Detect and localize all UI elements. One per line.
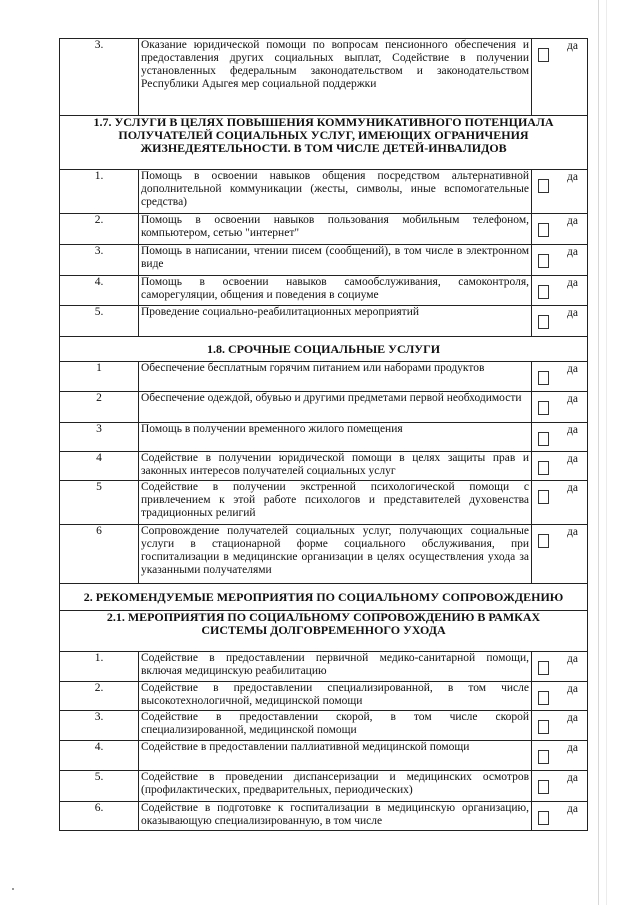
service-text: Содействие в получении экстренной психологической помощи с привлечением к этой работе психологов и представителей духовенства традиционных религий — [139, 481, 532, 525]
service-text: Помощь в получении временного жилого помещения — [139, 423, 532, 452]
answer-label: да — [567, 215, 578, 227]
answer-cell — [532, 711, 588, 741]
checkbox[interactable] — [538, 661, 549, 675]
section-title: 2.1. МЕРОПРИЯТИЯ ПО СОЦИАЛЬНОМУ СОПРОВОЖДЕНИЮ В РАМКАХ СИСТЕМЫ ДОЛГОВРЕМЕННОГО УХОДА — [60, 611, 588, 652]
section-title: 1.7. УСЛУГИ В ЦЕЛЯХ ПОВЫШЕНИЯ КОММУНИКАТИВНОГО ПОТЕНЦИАЛА ПОЛУЧАТЕЛЕЙ СОЦИАЛЬНЫХ УСЛУГ, ИМЕЮЩИХ ОГРАНИЧЕНИЯ ЖИЗНЕДЕЯТЕЛЬНОСТИ. В ТОМ ЧИСЛЕ ДЕТЕЙ-ИНВАЛИДОВ — [60, 116, 588, 170]
answer-label: да — [567, 171, 578, 183]
checkbox[interactable] — [538, 490, 549, 504]
table-row — [60, 170, 588, 214]
checkbox[interactable] — [538, 179, 549, 193]
table-row — [60, 276, 588, 306]
table-row — [60, 525, 588, 584]
checkbox[interactable] — [538, 691, 549, 705]
answer-cell — [532, 452, 588, 481]
table-row — [60, 245, 588, 276]
answer-label: да — [567, 683, 578, 695]
table-row — [60, 652, 588, 682]
table-row — [60, 771, 588, 802]
table-row — [60, 452, 588, 481]
section-title: 1.8. СРОЧНЫЕ СОЦИАЛЬНЫЕ УСЛУГИ — [60, 337, 588, 362]
answer-cell — [532, 170, 588, 214]
answer-cell — [532, 214, 588, 245]
answer-cell — [532, 276, 588, 306]
checkbox[interactable] — [538, 315, 549, 329]
service-text: Помощь в освоении навыков самообслуживания, самоконтроля, саморегуляции, общения и поведения в социуме — [139, 276, 532, 306]
answer-label: да — [567, 453, 578, 465]
table-row — [60, 741, 588, 771]
checkbox[interactable] — [538, 461, 549, 475]
table-row — [60, 481, 588, 525]
answer-label: да — [567, 277, 578, 289]
table-row — [60, 802, 588, 831]
answer-label: да — [567, 482, 578, 494]
row-number: 2. — [60, 214, 139, 245]
row-number: 3. — [60, 39, 139, 116]
checkbox[interactable] — [538, 432, 549, 446]
row-number: 3. — [60, 711, 139, 741]
service-text: Помощь в освоении навыков общения посредством альтернативной дополнительной коммуникации (жесты, символы, иные вспомогательные средства) — [139, 170, 532, 214]
service-text: Проведение социально-реабилитационных мероприятий — [139, 306, 532, 337]
checkbox[interactable] — [538, 811, 549, 825]
row-number: 3. — [60, 245, 139, 276]
answer-cell — [532, 39, 588, 116]
row-number: 5. — [60, 306, 139, 337]
checkbox[interactable] — [538, 48, 549, 62]
section-header-row — [60, 584, 588, 611]
row-number: 2 — [60, 392, 139, 423]
answer-label: да — [567, 246, 578, 258]
section-header-row — [60, 611, 588, 652]
row-number: 1. — [60, 170, 139, 214]
answer-cell — [532, 525, 588, 584]
answer-cell — [532, 481, 588, 525]
row-number: 6 — [60, 525, 139, 584]
answer-cell — [532, 392, 588, 423]
checkbox[interactable] — [538, 750, 549, 764]
answer-label: да — [567, 772, 578, 784]
answer-cell — [532, 802, 588, 831]
answer-label: да — [567, 803, 578, 815]
row-number: 4. — [60, 741, 139, 771]
answer-label: да — [567, 742, 578, 754]
service-text: Сопровождение получателей социальных услуг, получающих социальные услуги в стационарной форме социального обслуживания, при госпитализации в медицинские организации в целях осуществления ухода за указанными получателями — [139, 525, 532, 584]
answer-label: да — [567, 526, 578, 538]
service-text: Содействие в предоставлении паллиативной медицинской помощи — [139, 741, 532, 771]
service-text: Обеспечение одеждой, обувью и другими предметами первой необходимости — [139, 392, 532, 423]
answer-label: да — [567, 653, 578, 665]
service-text: Содействие в предоставлении первичной медико-санитарной помощи, включая медицинскую реабилитацию — [139, 652, 532, 682]
answer-label: да — [567, 307, 578, 319]
service-text: Содействие в подготовке к госпитализации в медицинскую организацию, оказывающую специализированную, в том числе — [139, 802, 532, 831]
checkbox[interactable] — [538, 401, 549, 415]
row-number: 4. — [60, 276, 139, 306]
answer-label: да — [567, 40, 578, 52]
section-header-row — [60, 116, 588, 170]
section-title: 2. РЕКОМЕНДУЕМЫЕ МЕРОПРИЯТИЯ ПО СОЦИАЛЬНОМУ СОПРОВОЖДЕНИЮ — [60, 584, 588, 611]
row-number: 4 — [60, 452, 139, 481]
answer-cell — [532, 306, 588, 337]
table-row — [60, 423, 588, 452]
checkbox[interactable] — [538, 223, 549, 237]
table-row — [60, 362, 588, 392]
service-text: Помощь в написании, чтении писем (сообщений), в том числе в электронном виде — [139, 245, 532, 276]
row-number: 5. — [60, 771, 139, 802]
checkbox[interactable] — [538, 285, 549, 299]
answer-label: да — [567, 424, 578, 436]
table-row — [60, 39, 588, 116]
answer-cell — [532, 741, 588, 771]
answer-cell — [532, 682, 588, 711]
table-row — [60, 682, 588, 711]
service-text: Содействие в предоставлении скорой, в том числе скорой специализированной, медицинской помощи — [139, 711, 532, 741]
row-number: 1 — [60, 362, 139, 392]
section-header-row — [60, 337, 588, 362]
scan-dot — [12, 888, 14, 890]
checkbox[interactable] — [538, 534, 549, 548]
answer-cell — [532, 652, 588, 682]
answer-cell — [532, 771, 588, 802]
answer-cell — [532, 362, 588, 392]
service-text: Содействие в предоставлении специализированной, в том числе высокотехнологичной, медицинской помощи — [139, 682, 532, 711]
service-text: Оказание юридической помощи по вопросам пенсионного обеспечения и предоставления других социальных выплат, Содействие в получении установленных федеральным законодательством и законодательством Республики Адыгея мер социальной поддержки — [139, 39, 532, 116]
table-row — [60, 306, 588, 337]
row-number: 2. — [60, 682, 139, 711]
row-number: 5 — [60, 481, 139, 525]
answer-cell — [532, 423, 588, 452]
answer-label: да — [567, 363, 578, 375]
row-number: 1. — [60, 652, 139, 682]
page-edge-line — [606, 0, 607, 905]
row-number: 3 — [60, 423, 139, 452]
checkbox[interactable] — [538, 720, 549, 734]
checkbox[interactable] — [538, 780, 549, 794]
answer-label: да — [567, 393, 578, 405]
answer-cell — [532, 245, 588, 276]
table-row — [60, 392, 588, 423]
service-text: Содействие в проведении диспансеризации и медицинских осмотров (профилактических, предварительных, периодических) — [139, 771, 532, 802]
checkbox[interactable] — [538, 371, 549, 385]
service-text: Обеспечение бесплатным горячим питанием или наборами продуктов — [139, 362, 532, 392]
answer-label: да — [567, 712, 578, 724]
service-text: Содействие в получении юридической помощи в целях защиты прав и законных интересов получателей социальных услуг — [139, 452, 532, 481]
table-row — [60, 214, 588, 245]
page-edge-line — [598, 0, 599, 905]
table-row — [60, 711, 588, 741]
service-text: Помощь в освоении навыков пользования мобильным телефоном, компьютером, сетью "интернет" — [139, 214, 532, 245]
services-table — [59, 38, 588, 831]
checkbox[interactable] — [538, 254, 549, 268]
row-number: 6. — [60, 802, 139, 831]
